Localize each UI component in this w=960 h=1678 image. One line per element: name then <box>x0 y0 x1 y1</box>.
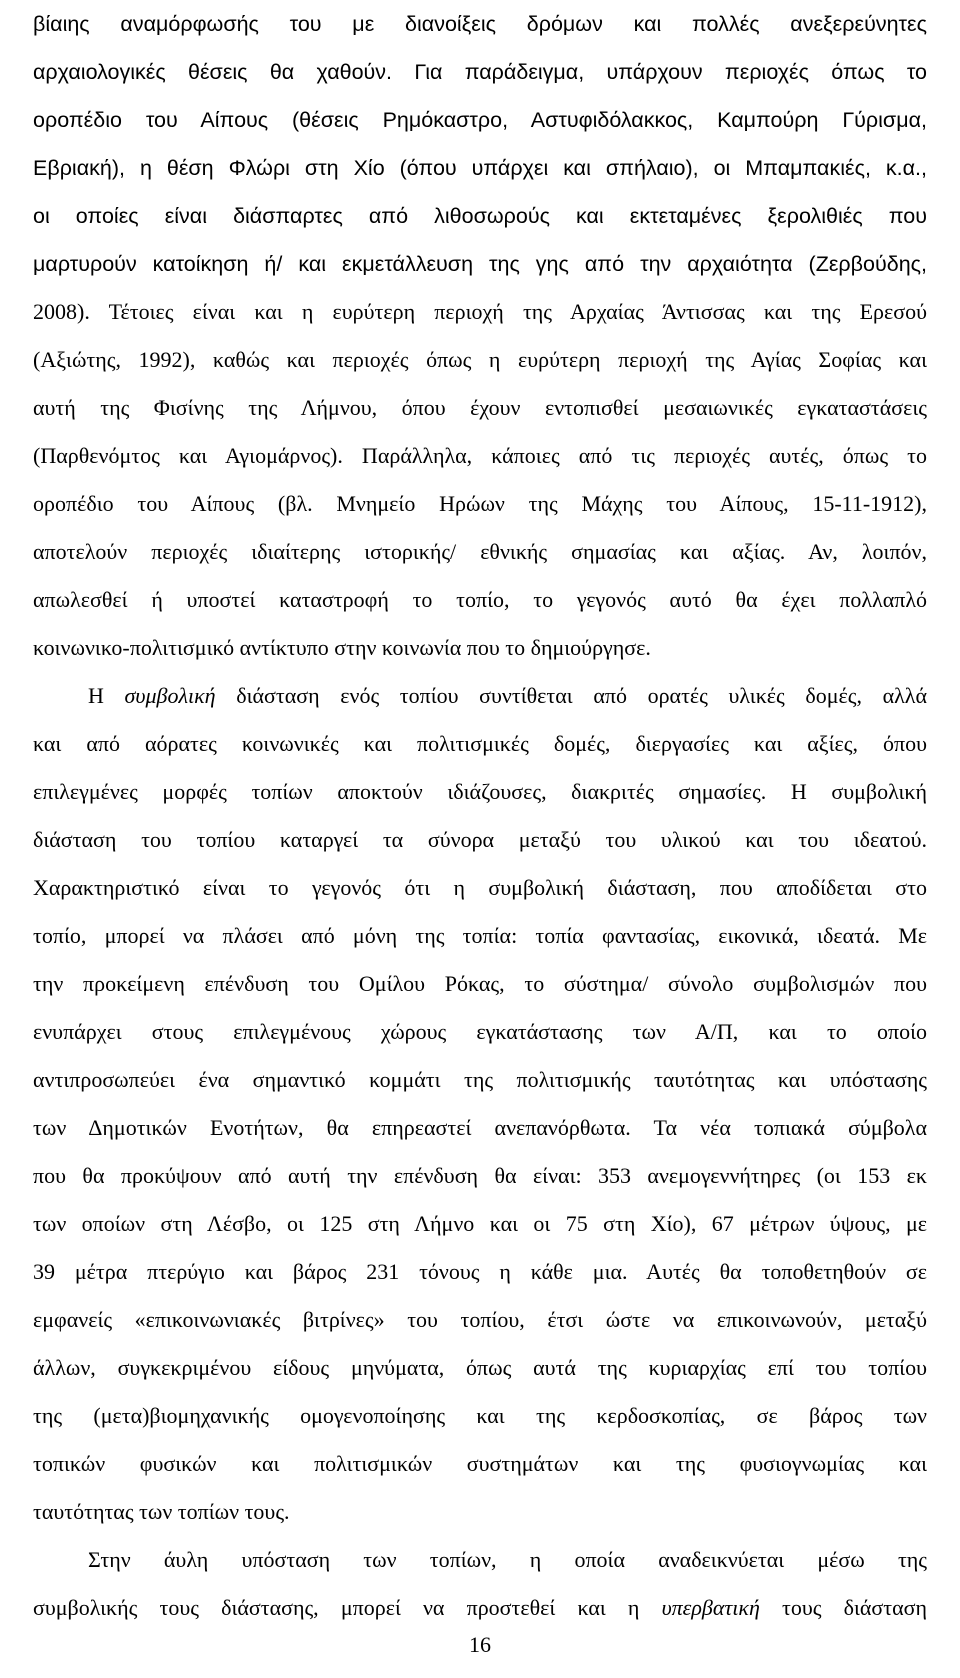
text-line: την προκείμενη επένδυση του Ομίλου Ρόκας, το σύστημα/ σύνολο συμβολισμών που <box>33 971 927 996</box>
text-line: άλλων, συγκεκριμένου είδους μηνύματα, όπως αυτά της κυριαρχίας επί του τοπίου <box>33 1355 927 1380</box>
text-line: οροπέδιο του Αίπους (βλ. Μνημείο Ηρώων της Μάχης του Αίπους, 15-11-1912), <box>33 491 927 516</box>
text-line: οι οποίες είναι διάσπαρτες από λιθοσωρούς και εκτεταμένες ξερολιθιές που <box>33 204 927 228</box>
text-line: κοινωνικο-πολιτισμικό αντίκτυπο στην κοινωνία που το δημιούργησε. <box>33 635 651 660</box>
text-line: 39 μέτρα πτερύγιο και βάρος 231 τόνους η κάθε μια. Αυτές θα τοποθετηθούν σε <box>33 1259 927 1284</box>
text-line <box>33 672 927 720</box>
text-line: αντιπροσωπεύει ένα σημαντικό κομμάτι της πολιτισμικής ταυτότητας και υπόστασης <box>33 1067 927 1092</box>
text-line: τοπικών φυσικών και πολιτισμικών συστημάτων και της φυσιογνωμίας και <box>33 1451 927 1476</box>
text-line: ταυτότητας των τοπίων τους. <box>33 1499 290 1524</box>
body-text <box>33 0 927 1632</box>
text-line: της (μετα)βιομηχανικής ομογενοποίησης και της κερδοσκοπίας, σε βάρος των <box>33 1403 927 1428</box>
text-line: επιλεγμένες μορφές τοπίων αποκτούν ιδιάζουσες, διακριτές σημασίες. Η συμβολική <box>33 779 927 804</box>
emphasized-term: συμβολική <box>124 683 216 708</box>
text-line: ενυπάρχει στους επιλεγμένους χώρους εγκατάστασης των Α/Π, και το οποίο <box>33 1019 927 1044</box>
page-number: 16 <box>469 1632 491 1657</box>
text-line: απωλεσθεί ή υποστεί καταστροφή το τοπίο, το γεγονός αυτό θα έχει πολλαπλό <box>33 587 927 612</box>
text-line: μαρτυρούν κατοίκηση ή/ και εκμετάλλευση της γης από την αρχαιότητα (Ζερβούδης, <box>33 252 927 276</box>
text-line: τοπίο, μπορεί να πλάσει από μόνη της τοπία: τοπία φαντασίας, εικονικά, ιδεατά. Με <box>33 923 927 948</box>
text-segment: συμβολικής τους διάστασης, μπορεί να προστεθεί και η <box>33 1595 662 1620</box>
text-line: (Αξιώτης, 1992), καθώς και περιοχές όπως η ευρύτερη περιοχή της Αγίας Σοφίας και <box>33 347 927 372</box>
text-line: εμφανείς «επικοινωνιακές βιτρίνες» του τοπίου, έτσι ώστε να επικοινωνούν, μεταξύ <box>33 1307 927 1332</box>
text-segment: διάσταση ενός τοπίου συντίθεται από ορατές υλικές δομές, αλλά <box>215 683 927 708</box>
text-line: διάσταση του τοπίου καταργεί τα σύνορα μεταξύ του υλικού και του ιδεατού. <box>33 827 927 852</box>
text-line: αρχαιολογικές θέσεις θα χαθούν. Για παράδειγμα, υπάρχουν περιοχές όπως το <box>33 60 927 84</box>
text-line: που θα προκύψουν από αυτή την επένδυση θα είναι: 353 ανεμογεννήτηρες (οι 153 εκ <box>33 1163 927 1188</box>
text-line: των οποίων στη Λέσβο, οι 125 στη Λήμνο και οι 75 στη Χίο), 67 μέτρων ύψους, με <box>33 1211 927 1236</box>
text-segment: τους διάσταση <box>759 1595 927 1620</box>
text-line: αυτή της Φισίνης της Λήμνου, όπου έχουν εντοπισθεί μεσαιωνικές εγκαταστάσεις <box>33 395 927 420</box>
text-line: Χαρακτηριστικό είναι το γεγονός ότι η συμβολική διάσταση, που αποδίδεται στο <box>33 875 927 900</box>
text-line: Εβριακή), η θέση Φλώρι στη Χίο (όπου υπάρχει και σπήλαιο), οι Μπαμπακιές, κ.α., <box>33 156 927 180</box>
text-line: των Δημοτικών Ενοτήτων, θα επηρεαστεί ανεπανόρθωτα. Τα νέα τοπιακά σύμβολα <box>33 1115 927 1140</box>
text-line: και από αόρατες κοινωνικές και πολιτισμικές δομές, διεργασίες και αξίες, όπου <box>33 731 927 756</box>
text-line <box>33 1584 927 1632</box>
text-line: αποτελούν περιοχές ιδιαίτερης ιστορικής/ εθνικής σημασίας και αξίας. Αν, λοιπόν, <box>33 539 927 564</box>
text-line: Στην άυλη υπόσταση των τοπίων, η οποία αναδεικνύεται μέσω της <box>88 1547 927 1572</box>
emphasized-term: υπερβατική <box>661 1595 760 1620</box>
text-line: (Παρθενόμτος και Αγιομάρνος). Παράλληλα, κάποιες από τις περιοχές αυτές, όπως το <box>33 443 927 468</box>
text-line: βίαιης αναμόρφωσής του με διανοίξεις δρόμων και πολλές ανεξερεύνητες <box>33 12 927 36</box>
text-segment: Η <box>88 683 125 708</box>
text-line: 2008). Τέτοιες είναι και η ευρύτερη περιοχή της Αρχαίας Άντισσας και της Ερεσού <box>33 299 927 324</box>
text-line: οροπέδιο του Αίπους (θέσεις Ρημόκαστρο, Αστυφιδόλακκος, Καμπούρη Γύρισμα, <box>33 108 927 132</box>
